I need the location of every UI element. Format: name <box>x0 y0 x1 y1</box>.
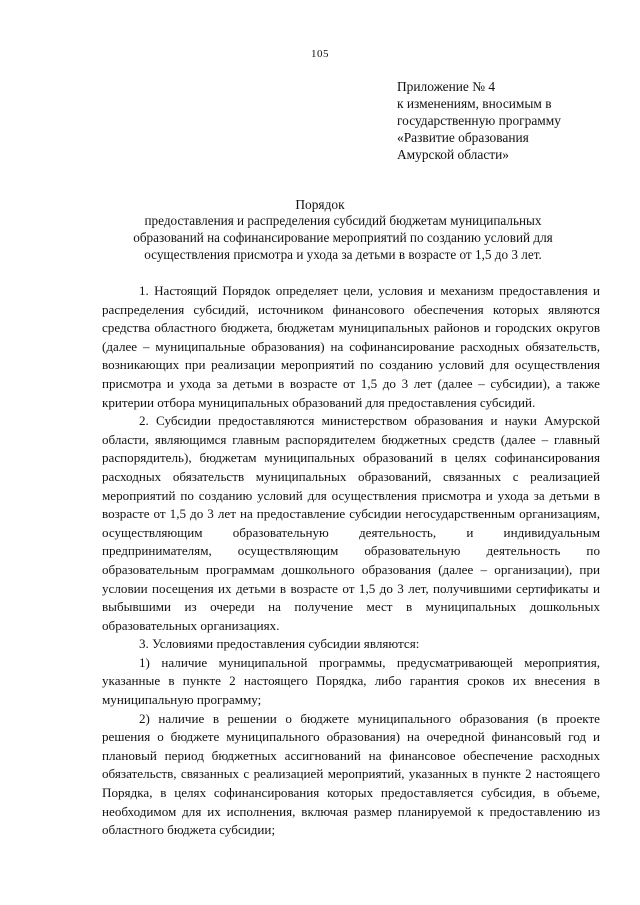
page-number: 105 <box>311 48 329 60</box>
document-subtitle <box>98 212 588 263</box>
paragraph-3: 3. Условиями предоставления субсидии являются: <box>139 636 420 652</box>
appendix-line: Амурской области» <box>397 147 509 162</box>
paragraph-3-item-1: 1) наличие муниципальной программы, предусматривающей мероприятия, указанные в пункте 2 настоящего Порядка, либо гарантия сроков их внесения в муниципальную программу; <box>102 654 600 708</box>
document-body <box>102 282 600 840</box>
document-title: Порядок <box>295 197 345 212</box>
paragraph-1: 1. Настоящий Порядок определяет цели, условия и механизм предоставления и распределения субсидий, источником финансового обеспечения которых являются средства областного бюджета, бюджетам муниципальных районов и городских округов (далее – муниципальные образования) на софинансирование расходных обязательств, возникающих при реализации мероприятий по созданию условий для осуществления присмотра и ухода за детьми в возрасте от 1,5 до 3 лет (далее – субсидии), а также критерии отбора муниципальных образований для предоставления субсидий. <box>102 283 600 410</box>
appendix-block <box>397 78 627 163</box>
appendix-line: государственную программу <box>397 113 561 128</box>
appendix-line: Приложение № 4 <box>397 79 496 94</box>
appendix-line: к изменениям, вносимым в <box>397 96 552 111</box>
subtitle-line: осуществления присмотра и ухода за детьми в возрасте от 1,5 до 3 лет. <box>144 247 542 262</box>
appendix-line: «Развитие образования <box>397 130 529 145</box>
subtitle-line: образований на софинансирование мероприятий по созданию условий для <box>133 230 553 245</box>
paragraph-2: 2. Субсидии предоставляются министерством образования и науки Амурской области, являющимся главным распорядителем бюджетных средств (далее – главный распорядитель), бюджетам муниципальных образований в целях софинансирования расходных обязательств муниципальных образований, связанных с реализацией мероприятий по созданию условий для осуществления присмотра и ухода за детьми в возрасте от 1,5 до 3 лет на предоставление субсидии негосударственным организациям, осуществляющим образовательную деятельность, и индивидуальным предпринимателям, осуществляющим образовательную деятельность по образовательным программам дошкольного образования (далее – организации), при условии посещения их детьми в возрасте от 1,5 до 3 лет, получившими сертификаты и выбывшими из очереди на получение мест в муниципальных дошкольных образовательных организациях. <box>102 413 600 633</box>
subtitle-line: предоставления и распределения субсидий бюджетам муниципальных <box>144 213 542 228</box>
paragraph-3-item-2: 2) наличие в решении о бюджете муниципального образования (в проекте решения о бюджете муниципального образования) на очередной финансовый год и плановый период бюджетных ассигнований на финансовое обеспечение расходных обязательств, связанных с реализацией мероприятий, указанных в пункте 2 настоящего Порядка, в целях софинансирования которых предоставляется субсидия, в объеме, необходимом для их исполнения, включая размер планируемой к предоставлению из областного бюджета субсидии; <box>102 710 600 838</box>
